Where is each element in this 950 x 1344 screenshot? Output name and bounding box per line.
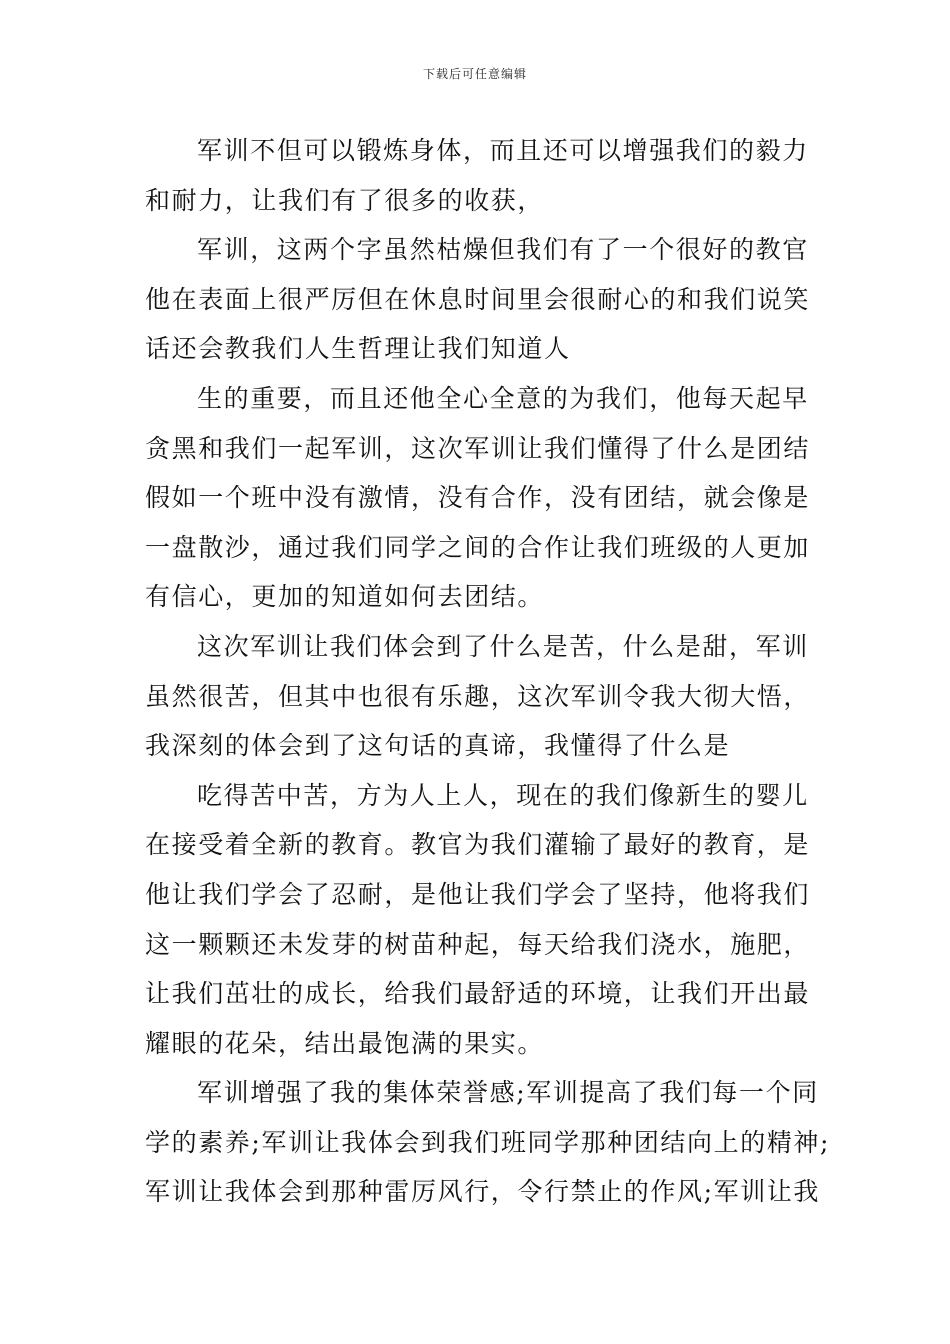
paragraph-line: 和耐力，让我们有了很多的收获， [145,185,545,215]
paragraph-line: 有信心，更加的知道如何去团结。 [145,582,545,612]
paragraph-line: 吃得苦中苦，方为人上人，现在的我们像新生的婴儿 [197,780,809,810]
paragraph-line: 这次军训让我们体会到了什么是苦，什么是甜，军训 [197,631,809,661]
paragraph-line: 假如一个班中没有激情，没有合作，没有团结，就会像是 [145,483,811,513]
paragraph-line: 这一颗颗还未发芽的树苗种起，每天给我们浇水，施肥， [145,929,811,959]
paragraph-line: 在接受着全新的教育。教官为我们灌输了最好的教育，是 [145,830,811,860]
paragraph-line: 他在表面上很严厉但在休息时间里会很耐心的和我们说笑 [145,284,811,314]
document-body [145,126,831,1217]
paragraph-line: 我深刻的体会到了这句话的真谛，我懂得了什么是 [145,731,731,761]
paragraph-line: 一盘散沙，通过我们同学之间的合作让我们班级的人更加 [145,532,811,562]
paragraph-line: 军训不但可以锻炼身体，而且还可以增强我们的毅力 [197,136,809,165]
paragraph-line: 让我们茁壮的成长，给我们最舒适的环境，让我们开出最 [145,979,811,1009]
paragraph-line: 军训让我体会到那种雷厉风行，令行禁止的作风;军训让我 [145,1177,821,1207]
paragraph-line: 生的重要，而且还他全心全意的为我们，他每天起早 [197,383,809,413]
paragraph-line: 贪黑和我们一起军训，这次军训让我们懂得了什么是团结 [145,433,811,463]
paragraph-line: 虽然很苦，但其中也很有乐趣，这次军训令我大彻大悟， [145,681,811,711]
paragraph-line: 学的素养;军训让我体会到我们班同学那种团结向上的精神; [145,1127,831,1157]
paragraph-line: 他让我们学会了忍耐，是他让我们学会了坚持，他将我们 [145,879,811,909]
paragraph-line: 军训，这两个字虽然枯燥但我们有了一个很好的教官 [197,235,809,265]
paragraph-line: 军训增强了我的集体荣誉感;军训提高了我们每一个同 [197,1078,819,1108]
paragraph-line: 耀眼的花朵，结出最饱满的果实。 [145,1028,545,1058]
page-header: 下载后可任意编辑 [422,67,527,81]
paragraph-line: 话还会教我们人生哲理让我们知道人 [145,334,571,364]
